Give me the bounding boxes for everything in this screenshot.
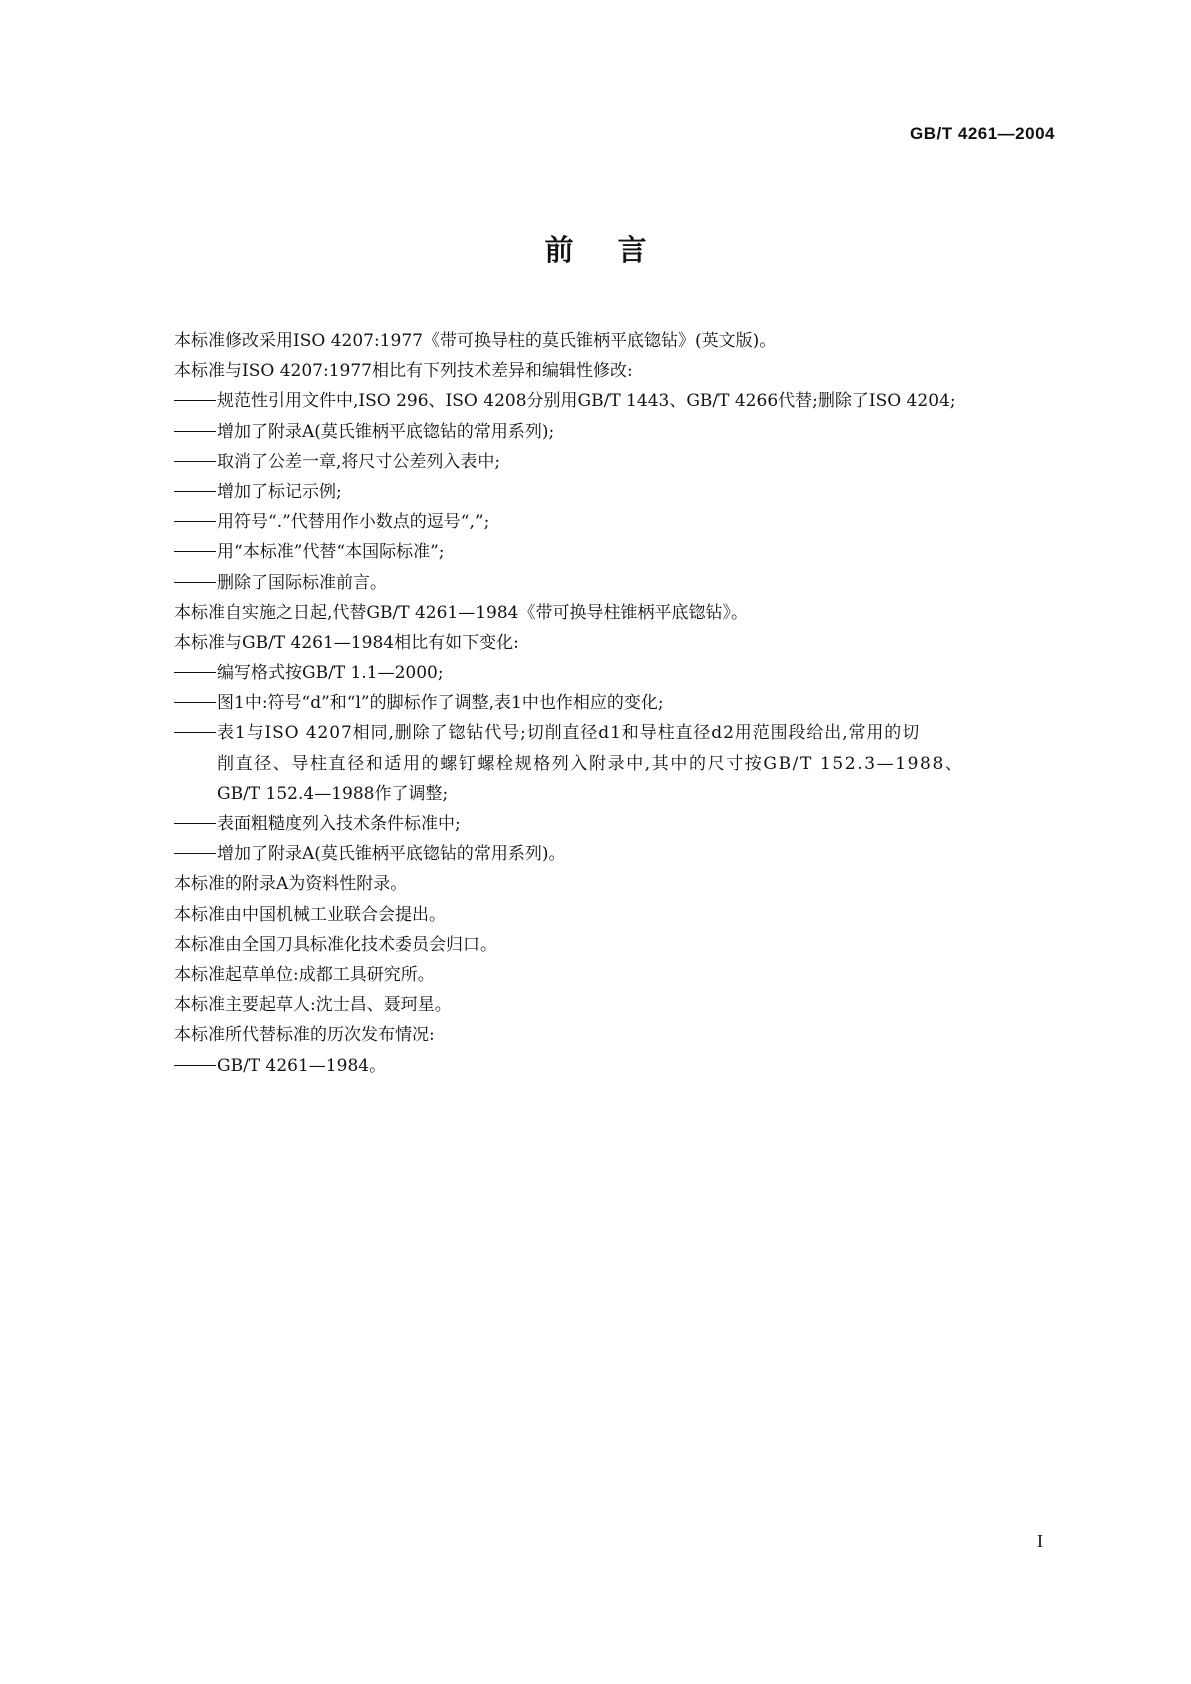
list-item-text: GB/T 4261—1984。 [217,1055,387,1076]
list-item [174,386,1074,416]
dash-marker [174,702,216,703]
dash-marker [174,521,216,522]
list-item [174,568,1074,598]
list-item [174,718,1074,748]
dash-marker [174,551,216,552]
paragraph: 本标准自实施之日起,代替GB/T 4261—1984《带可换导柱锥柄平底锪钻》。 [174,602,748,623]
list-item [174,839,1074,869]
list-item-text: 表1与ISO 4207相同,删除了锪钻代号;切削直径d1和导柱直径d2用范围段给出,常用的切 [217,723,921,744]
page-title: 前言 [544,233,691,267]
list-item-text: 增加了标记示例; [217,481,342,502]
list-item [174,507,1074,537]
dash-marker [174,853,216,854]
dash-marker [174,491,216,492]
list-item [174,688,1074,718]
list-item-text: 增加了附录A(莫氏锥柄平底锪钻的常用系列)。 [217,844,566,865]
paragraph: 本标准主要起草人:沈士昌、聂珂星。 [174,995,452,1016]
list-item-continuation: GB/T 152.4—1988作了调整; [217,783,449,804]
paragraph: 本标准与ISO 4207:1977相比有下列技术差异和编辑性修改: [174,361,633,382]
dash-marker [174,1065,216,1066]
paragraph: 本标准的附录A为资料性附录。 [174,874,408,895]
paragraph: 本标准起草单位:成都工具研究所。 [174,964,435,985]
paragraph: 本标准所代替标准的历次发布情况: [174,1025,435,1046]
list-item-continuation: 削直径、导柱直径和适用的螺钉螺栓规格列入附录中,其中的尺寸按GB/T 152.3—1988、 [217,753,964,774]
list-item-text: 取消了公差一章,将尺寸公差列入表中; [217,451,501,472]
paragraph: 本标准由中国机械工业联合会提出。 [174,904,446,925]
paragraph: 本标准修改采用ISO 4207:1977《带可换导柱的莫氏锥柄平底锪钻》(英文版)。 [174,331,777,351]
list-item-text: 删除了国际标准前言。 [217,572,387,593]
paragraph: 本标准与GB/T 4261—1984相比有如下变化: [174,632,519,653]
dash-marker [174,732,216,733]
list-item-text: 用“本标准”代替“本国际标准”; [217,542,445,563]
list-item [174,447,1074,477]
dash-marker [174,431,216,432]
dash-marker [174,400,216,401]
list-item-text: 用符号“.”代替用作小数点的逗号“,”; [217,512,490,533]
list-item [174,658,1074,688]
dash-marker [174,823,216,824]
dash-marker [174,461,216,462]
list-item [174,537,1074,567]
document-body [174,326,1074,1081]
list-item-text: 增加了附录A(莫氏锥柄平底锪钻的常用系列); [217,421,555,442]
list-item-text: 规范性引用文件中,ISO 296、ISO 4208分别用GB/T 1443、GB/T 4266代替;删除了ISO 4204; [217,391,956,412]
list-item-text: 表面粗糙度列入技术条件标准中; [217,814,461,834]
list-item-text: 编写格式按GB/T 1.1—2000; [217,663,444,684]
list-item [174,477,1074,507]
list-item [174,417,1074,447]
page-number: I [1037,1531,1043,1551]
list-item [174,809,1074,839]
dash-marker [174,672,216,673]
paragraph: 本标准由全国刀具标准化技术委员会归口。 [174,934,497,955]
list-item [174,1051,1074,1081]
standard-number: GB/T 4261—2004 [910,124,1055,143]
list-item-text: 图1中:符号“d”和“l”的脚标作了调整,表1中也作相应的变化; [217,693,664,714]
dash-marker [174,582,216,583]
